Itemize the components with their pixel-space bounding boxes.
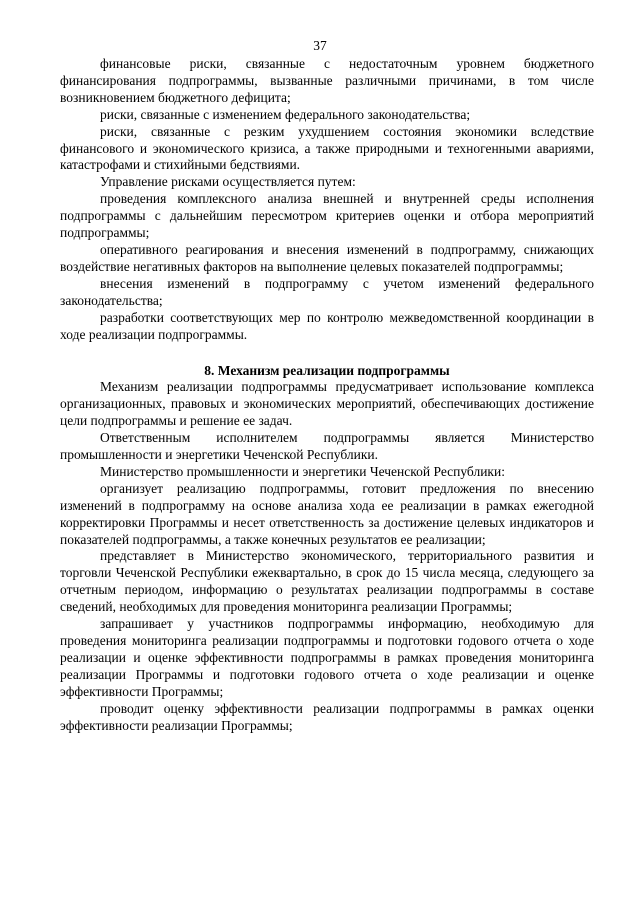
paragraph-analysis: проведения комплексного анализа внешней и внутренней среды исполнения подпрограммы с дальнейшим пересмотром критериев оценки и отбора мероприятий подпрограммы; (60, 191, 594, 241)
section-heading: 8. Механизм реализации подпрограммы (204, 363, 450, 379)
paragraph-economic-risks: риски, связанные с резким ухудшением состояния экономики вследствие финансового и экономического кризиса, а также природными и техногенными авариями, катастрофами и стихийными бедствиями. (60, 123, 594, 173)
paragraph-financial-risks: финансовые риски, связанные с недостаточным уровнем бюджетного финансирования подпрограммы, вызванные различными причинами, в том числе возникновением бюджетного дефицита; (60, 56, 594, 105)
paragraph-responsible-executor: Ответственным исполнителем подпрограммы является Министерство промышленности и энергетики Чеченской Республики. (60, 430, 594, 463)
paragraph-mechanism: Механизм реализации подпрограммы предусматривает использование комплекса организационных, правовых и экономических мероприятий, обеспечивающих достижение цели подпрограммы и решение ее задач. (60, 379, 594, 429)
page-number: 37 (313, 38, 327, 53)
paragraph-response: оперативного реагирования и внесения изменений в подпрограмму, снижающих воздействие негативных факторов на выполнение целевых показателей подпрограммы; (60, 241, 594, 274)
paragraph-risk-management: Управление рисками осуществляется путем: (100, 174, 356, 190)
document-body (60, 56, 594, 734)
paragraph-organizes: организует реализацию подпрограммы, готовит предложения по внесению изменений в подпрограмму на основе анализа хода ее реализации в рамках ежегодной корректировки Программы и несет ответственность за достижение целевых индикаторов и показателей подпрограммы, а также конечных результатов ее реализации; (60, 480, 594, 547)
paragraph-amendments: внесения изменений в подпрограмму с учетом изменений федерального законодательства; (60, 275, 594, 308)
paragraph-evaluates: проводит оценку эффективности реализации подпрограммы в рамках оценки эффективности реализации Программы; (60, 700, 594, 733)
paragraph-requests: запрашивает у участников подпрограммы информацию, необходимую для проведения мониторинга реализации подпрограммы и подготовки годового отчета о ходе реализации и оценке эффективности подпрограммы в рамках проведения мониторинга реализации Программы и подготовки годового отчета о ходе реализации и оценке эффективности Программы; (60, 616, 594, 699)
paragraph-ministry: Министерство промышленности и энергетики Чеченской Республики: (100, 463, 505, 479)
paragraph-legislation-risks: риски, связанные с изменением федерального законодательства; (100, 106, 471, 122)
paragraph-reports: представляет в Министерство экономического, территориального развития и торговли Чеченской Республики ежеквартально, в срок до 15 числа месяца, следующего за отчетным периодом, информацию о результатах реализации подпрограммы в составе сведений, необходимых для проведения мониторинга реализации Программы; (60, 548, 594, 615)
paragraph-coordination: разработки соответствующих мер по контролю межведомственной координации в ходе реализации подпрограммы. (60, 309, 594, 342)
